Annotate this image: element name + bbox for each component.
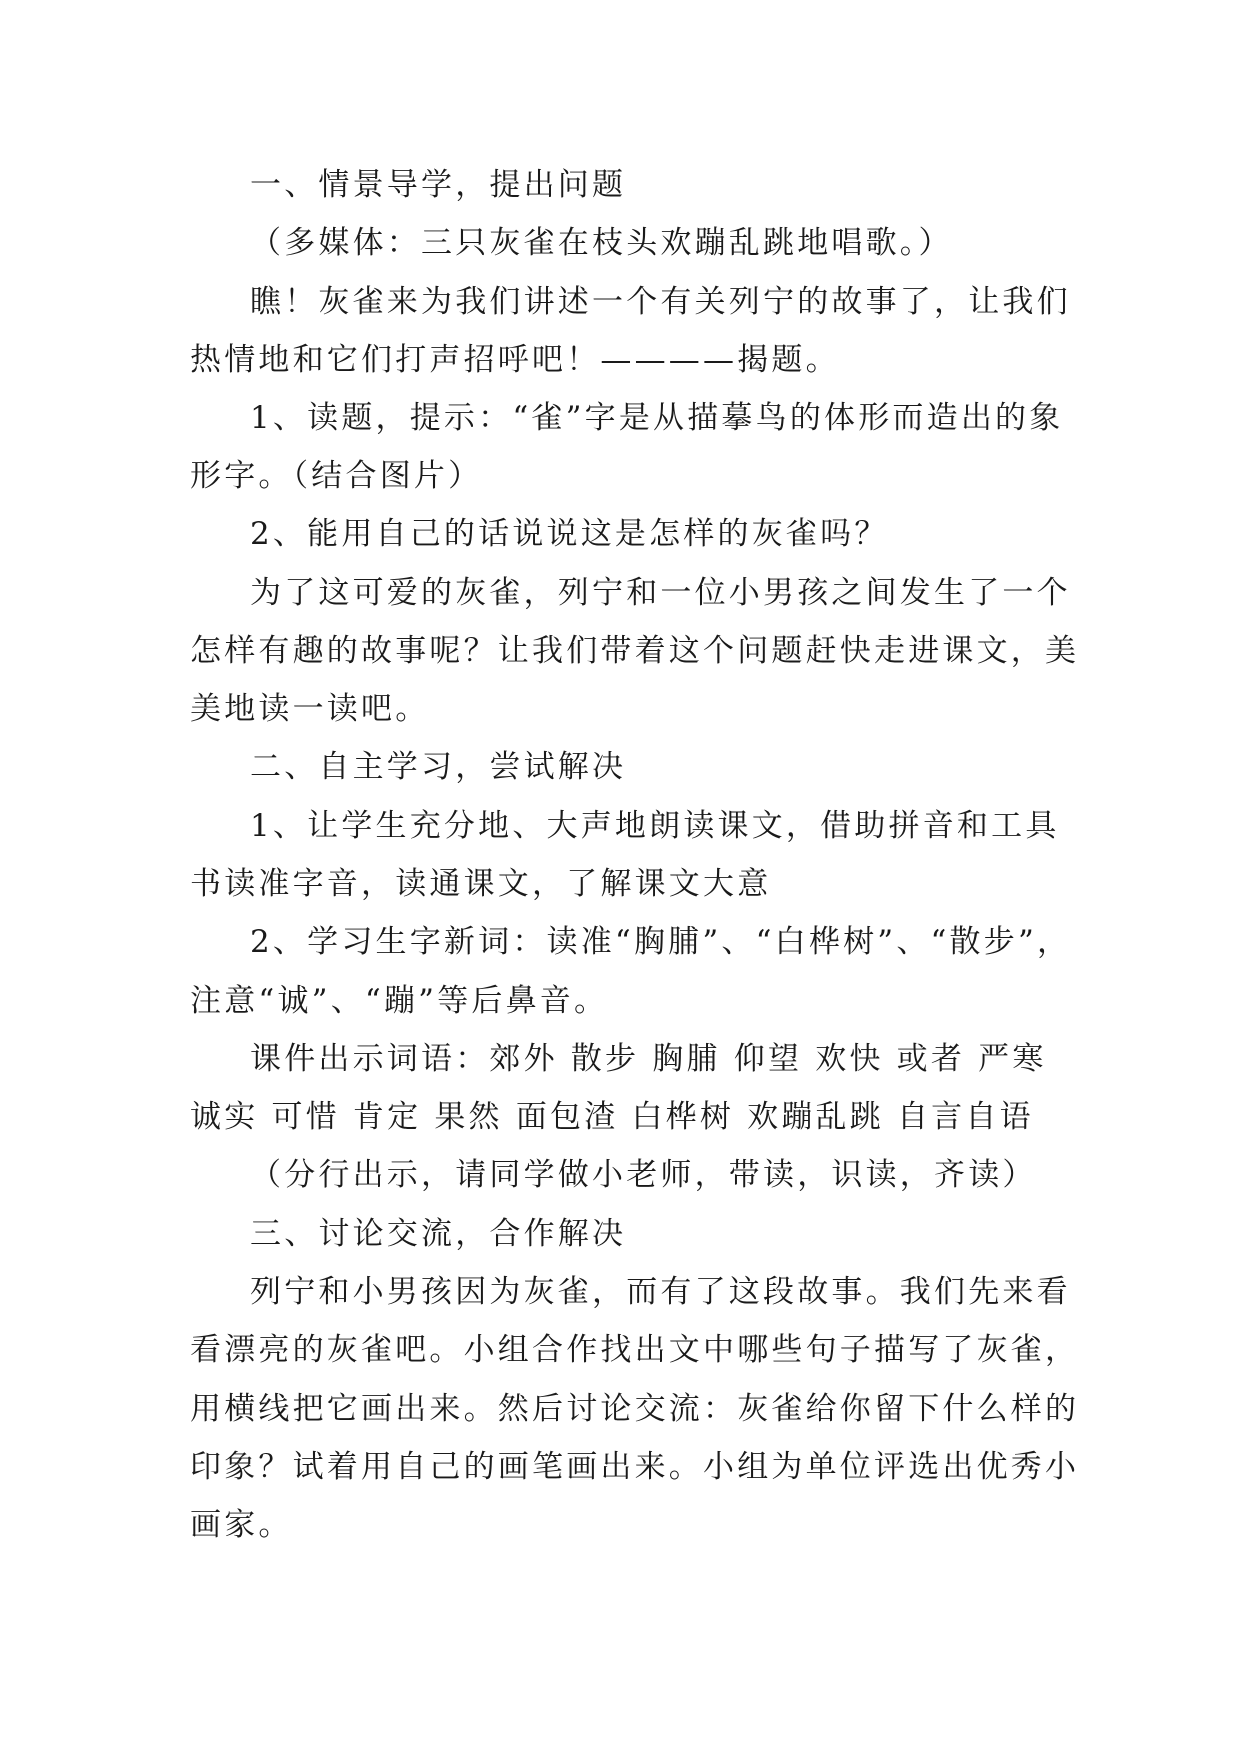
paragraph-line: 看漂亮的灰雀吧。小组合作找出文中哪些句子描写了灰雀， — [190, 1332, 1080, 1368]
paragraph-line: 2、学习生字新词：读准“胸脯”、“白桦树”、“散步”， — [250, 924, 1072, 960]
paragraph-line: 书读准字音，读通课文，了解课文大意 — [190, 866, 772, 902]
paragraph-line: 印象？试着用自己的画笔画出来。小组为单位评选出优秀小 — [190, 1449, 1080, 1485]
paragraph-line: 1、让学生充分地、大声地朗读课文，借助拼音和工具 — [250, 808, 1060, 844]
paragraph-line: 美地读一读吧。 — [190, 691, 430, 727]
vocabulary-line: 诚实 可惜 肯定 果然 面包渣 白桦树 欢蹦乱跳 自言自语 — [190, 1099, 1034, 1135]
paragraph-line: 注意“诚”、“蹦”等后鼻音。 — [190, 983, 609, 1019]
paragraph-line: （分行出示，请同学做小老师，带读，识读，齐读） — [250, 1157, 1037, 1193]
section-heading-1: 一、情景导学，提出问题 — [250, 167, 627, 203]
paragraph-line: 画家。 — [190, 1507, 293, 1543]
paragraph-line: 列宁和小男孩因为灰雀，而有了这段故事。我们先来看 — [250, 1274, 1071, 1310]
paragraph-line: 用横线把它画出来。然后讨论交流：灰雀给你留下什么样的 — [190, 1391, 1080, 1427]
paragraph-line: 为了这可爱的灰雀，列宁和一位小男孩之间发生了一个 — [250, 575, 1071, 611]
paragraph-line: 形字。（结合图片） — [190, 458, 483, 494]
section-heading-3: 三、讨论交流，合作解决 — [250, 1216, 627, 1252]
paragraph-line: 1、读题，提示：“雀”字是从描摹鸟的体形而造出的象 — [250, 400, 1064, 436]
paragraph-line: 瞧！灰雀来为我们讲述一个有关列宁的故事了，让我们 — [250, 284, 1071, 320]
paragraph-line: 热情地和它们打声招呼吧！————揭题。 — [190, 342, 840, 378]
paragraph-line: 怎样有趣的故事呢？让我们带着这个问题赶快走进课文，美 — [190, 633, 1080, 669]
paragraph-line: 2、能用自己的话说说这是怎样的灰雀吗？ — [250, 516, 889, 552]
section-heading-2: 二、自主学习，尝试解决 — [250, 749, 627, 785]
paragraph-line: （多媒体：三只灰雀在枝头欢蹦乱跳地唱歌。） — [250, 225, 953, 261]
vocabulary-line: 课件出示词语：郊外 散步 胸脯 仰望 欢快 或者 严寒 — [250, 1041, 1047, 1077]
